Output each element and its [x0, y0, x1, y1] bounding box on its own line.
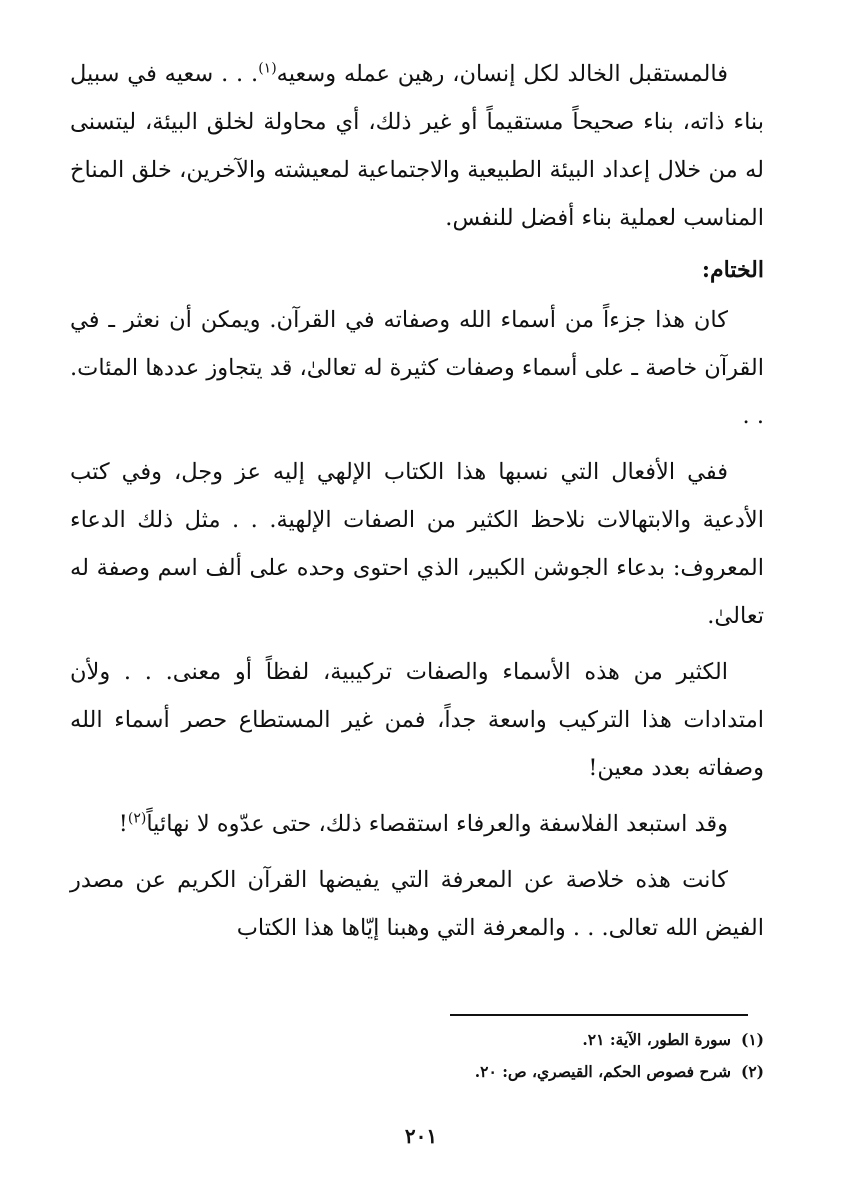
page-number: ٢٠١ [404, 1124, 438, 1148]
paragraph-text: فالمستقبل الخالد لكل إنسان، رهين عمله وسعيه [276, 61, 728, 87]
paragraph-summary: كانت هذه خلاصة عن المعرفة التي يفيضها القرآن الكريم عن مصدر الفيض الله تعالى. . . والمعرفة التي وهبنا إيّاها هذا الكتاب [70, 867, 764, 941]
paragraph-names: كان هذا جزءاً من أسماء الله وصفاته في القرآن. ويمكن أن نعثر ـ في القرآن خاصة ـ على أسماء وصفات كثيرة له تعالىٰ، قد يتجاوز عددها المئات. . . [70, 307, 764, 429]
paragraph-text-continued: ! [118, 811, 128, 837]
footnote-2 [70, 1056, 764, 1088]
page-body [70, 50, 764, 960]
footnote-number: (٢) [740, 1062, 764, 1081]
footnote-divider [450, 1014, 748, 1016]
footnote-ref-1[interactable]: (١) [258, 60, 277, 77]
paragraph-actions: ففي الأفعال التي نسبها هذا الكتاب الإلهي إليه عز وجل، وفي كتب الأدعية والابتهالات نلاحظ الكثير من الصفات الإلهية. . . مثل ذلك الدعاء المعروف: بدعاء الجوشن الكبير، الذي احتوى وحده على ألف اسم وصفة له تعالىٰ. [70, 459, 764, 629]
footnotes [70, 1024, 764, 1088]
paragraph-future [70, 50, 764, 242]
paragraph-philosophers [70, 800, 764, 848]
footnote-number: (١) [740, 1030, 764, 1049]
footnote-ref-2[interactable]: (٢) [127, 810, 147, 827]
paragraph-text: وقد استبعد الفلاسفة والعرفاء استقصاء ذلك، حتى عدّوه لا نهائياً [146, 811, 728, 837]
footnote-text: شرح فصوص الحكم، القيصري، ص: ٢٠. [474, 1062, 731, 1081]
section-heading: الختام: [701, 257, 764, 283]
paragraph-composite: الكثير من هذه الأسماء والصفات تركيبية، لفظاً أو معنى. . . ولأن امتدادات هذا التركيب واسعة جداً، فمن غير المستطاع حصر أسماء الله وصفاته بعدد معين! [70, 659, 764, 781]
paragraph-text-continued: . . . سعيه في سبيل بناء ذاته، بناء صحيحاً مستقيماً أو غير ذلك، أي محاولة لخلق البيئة، ليتسنى له من خلال إعداد البيئة الطبيعية والاجتماعية لمعيشته والآخرين، خلق المناخ المناسب لعملية بناء أفضل للنفس. [70, 61, 764, 231]
footnote-1 [70, 1024, 764, 1056]
footnote-text: سورة الطور، الآية: ٢١. [582, 1030, 731, 1049]
